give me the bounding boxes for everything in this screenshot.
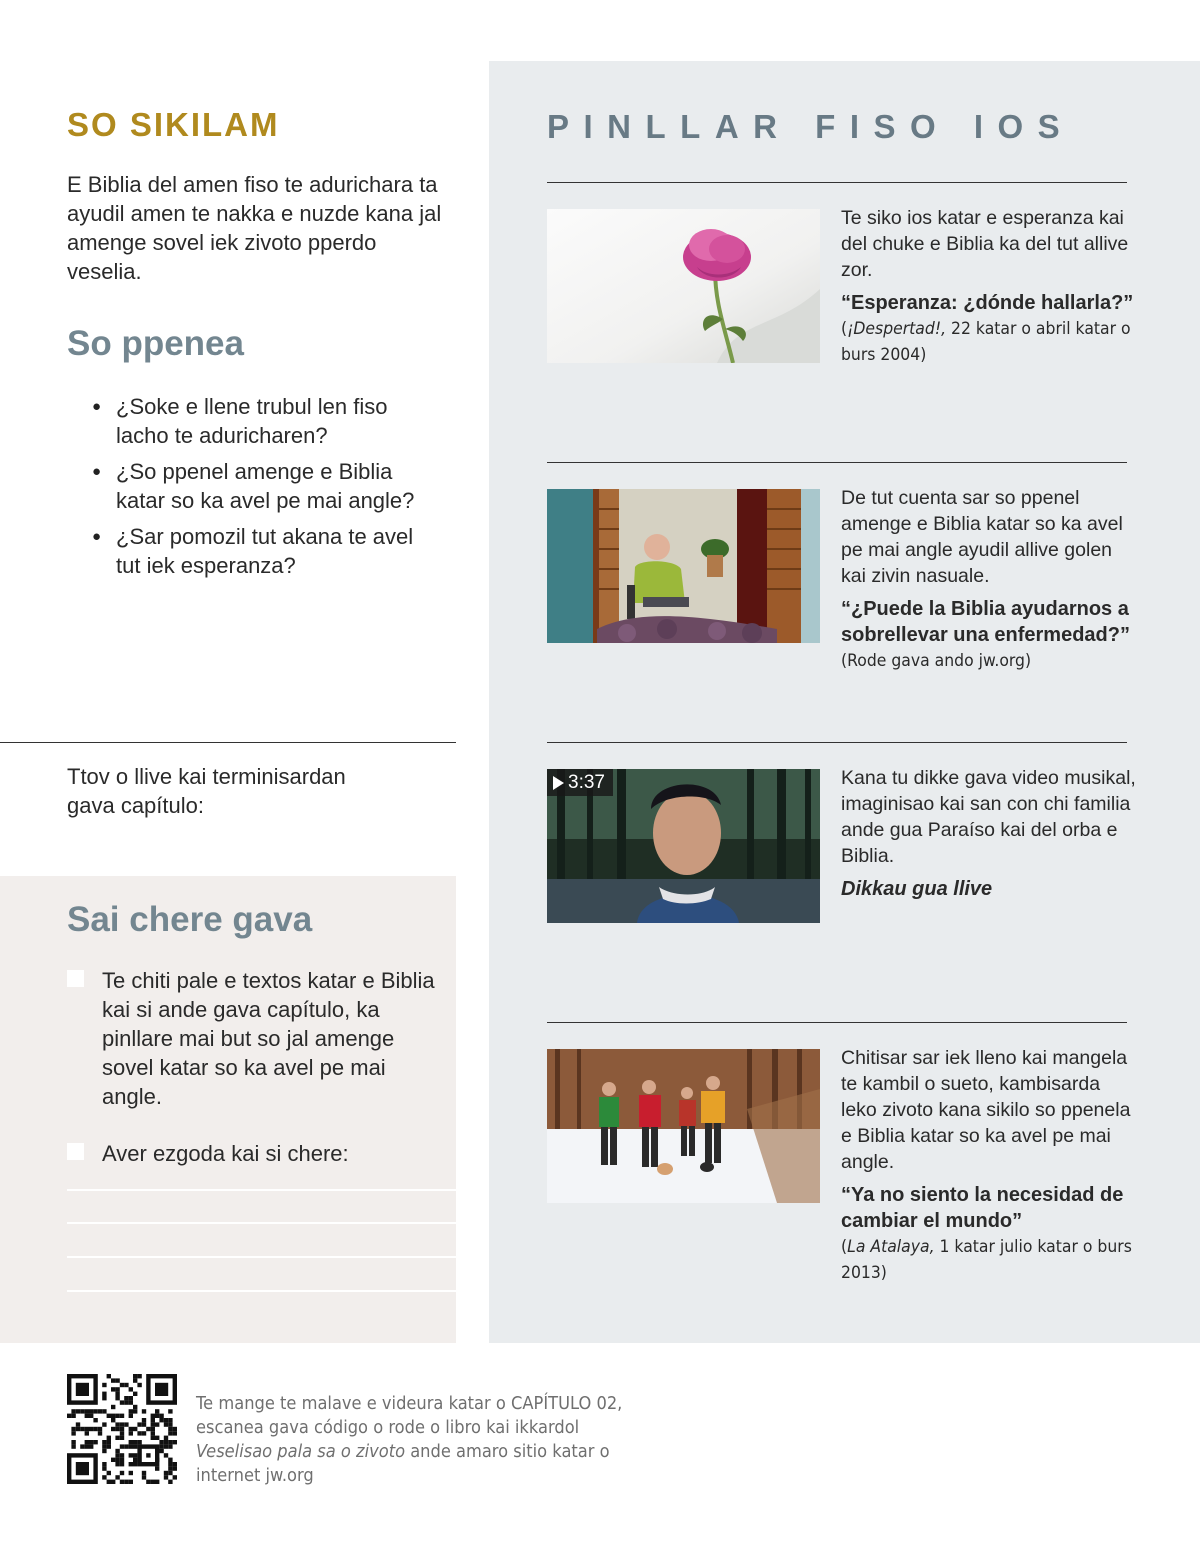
related-card-1 <box>841 205 1141 368</box>
section-title-chere: Sai chere gava <box>67 900 313 939</box>
article-source: (La Atalaya, 1 katar julio katar o burs 2013) <box>841 1237 1132 1283</box>
card-description: De tut cuenta sar so ppenel amenge e Biblia katar so ka avel pe mai angle ayudil allive golen kai zivin nasuale. <box>841 487 1123 587</box>
todo-item <box>67 1139 437 1168</box>
list-item: ● ¿Sar pomozil tut akana te avel tut iek esperanza? <box>92 522 442 580</box>
list-item: ● ¿Soke e llene trubul len fiso lacho te aduricharen? <box>92 392 442 450</box>
video-duration: 3:37 <box>568 772 605 793</box>
section-title-pinllar: PINLLAR FISO IOS <box>547 108 1075 145</box>
writing-line[interactable] <box>67 1256 456 1258</box>
related-card-2 <box>841 485 1141 674</box>
related-card-3 <box>841 765 1141 902</box>
source-note: Rode gava ando jw.org) <box>847 651 1032 671</box>
checkbox[interactable] <box>67 970 84 987</box>
footer-text-before: Te mange te malave e videura katar o CAPÍTULO 02, escanea gava código o rode o libro kai ikkardol <box>196 1394 623 1438</box>
writing-line[interactable] <box>67 1222 456 1224</box>
flower-photo[interactable] <box>547 209 820 363</box>
family-snow-photo[interactable] <box>547 1049 820 1203</box>
todo-item <box>67 966 437 1111</box>
intro-paragraph: E Biblia del amen fiso te adurichara ta ayudil amen te nakka e nuzde kana jal amenge sovel iek zivoto pperdo veselia. <box>67 172 442 284</box>
related-card-4 <box>841 1045 1141 1286</box>
article-source: (¡Despertad!, 22 katar o abril katar o burs 2004) <box>841 319 1131 365</box>
divider <box>0 742 456 743</box>
article-title-link[interactable]: “Esperanza: ¿dónde hallarla?” <box>841 292 1134 314</box>
publication-date: 22 katar o abril katar o burs 2004) <box>841 319 1131 365</box>
divider <box>547 742 1127 743</box>
writing-line[interactable] <box>67 1290 456 1292</box>
finish-date-label: Ttov o llive kai terminisardan gava capítulo: <box>67 764 346 818</box>
writing-line[interactable] <box>67 1189 456 1191</box>
section-title-sikilam: SO SIKILAM <box>67 106 280 143</box>
card-description: Kana tu dikke gava video musikal, imaginisao kai san con chi familia ande gua Paraíso kai del orba e Biblia. <box>841 767 1136 867</box>
article-source: (Rode gava ando jw.org) <box>841 651 1032 671</box>
publication-name: La Atalaya, <box>847 1237 935 1257</box>
list-item: ● ¿So ppenel amenge e Biblia katar so ka avel pe mai angle? <box>92 457 442 515</box>
card-description: Chitisar sar iek lleno kai mangela te kambil o sueto, kambisarda leko zivoto kana sikilo so ppenela e Biblia katar so ka avel pe mai angle. <box>841 1047 1131 1173</box>
todo-item-label: Te chiti pale e textos katar e Biblia kai si ande gava capítulo, ka pinllare mai but so jal amenge sovel katar so ka avel pe mai angle. <box>102 968 435 1109</box>
question-list <box>92 392 442 587</box>
publication-date: 1 katar julio katar o burs 2013) <box>841 1237 1132 1283</box>
video-title-link[interactable]: Dikkau gua llive <box>841 878 993 900</box>
video-duration-badge <box>547 769 613 796</box>
article-title-link[interactable]: “¿Puede la Biblia ayudarnos a sobrellevar una enfermedad?” <box>841 598 1130 646</box>
man-wheelchair-photo[interactable] <box>547 489 820 643</box>
footer-note <box>196 1392 624 1488</box>
play-icon <box>553 776 564 790</box>
divider <box>547 462 1127 463</box>
qr-code-icon[interactable] <box>67 1374 177 1484</box>
article-title-link[interactable]: “Ya no siento la necesidad de cambiar el mundo” <box>841 1184 1124 1232</box>
book-title: Veselisao pala sa o zivoto <box>196 1442 406 1462</box>
divider <box>547 182 1127 183</box>
card-description: Te siko ios katar e esperanza kai del chuke e Biblia ka del tut allive zor. <box>841 207 1129 281</box>
section-title-ppenea: So ppenea <box>67 324 244 363</box>
todo-item-label: Aver ezgoda kai si chere: <box>102 1141 349 1166</box>
publication-name: ¡Despertad!, <box>847 319 947 339</box>
footer-text-after: ande amaro sitio katar o internet jw.org <box>196 1442 610 1486</box>
divider <box>547 1022 1127 1023</box>
todo-checklist <box>67 966 437 1168</box>
man-forest-video[interactable] <box>547 769 820 923</box>
checkbox[interactable] <box>67 1143 84 1160</box>
